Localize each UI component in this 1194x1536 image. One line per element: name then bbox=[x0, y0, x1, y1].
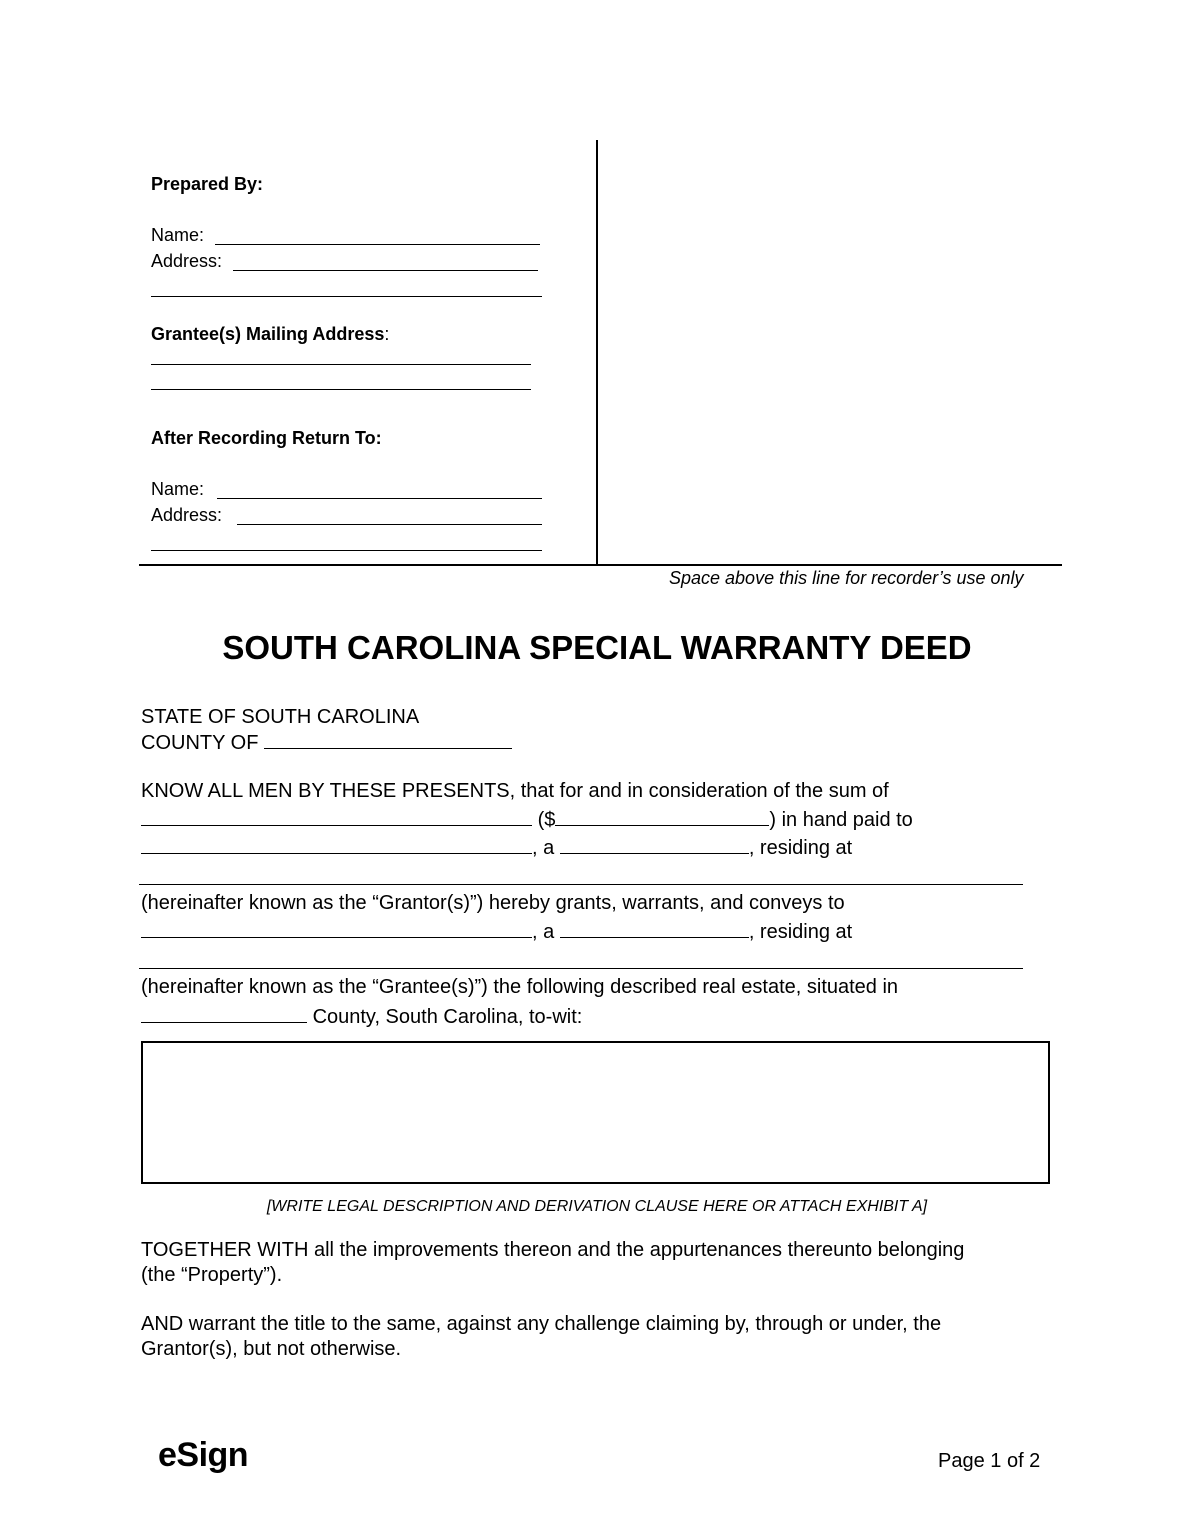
grantor-a-label: , a bbox=[532, 837, 555, 859]
county-sc-text: County, South Carolina, to-wit: bbox=[312, 1006, 583, 1028]
grantee-residing-label: , residing at bbox=[748, 921, 853, 943]
after-recording-heading: After Recording Return To: bbox=[151, 428, 382, 448]
grantor-status-field[interactable] bbox=[560, 835, 749, 854]
grantee-mailing-field-2[interactable] bbox=[151, 389, 531, 390]
grantor-name-field[interactable] bbox=[141, 835, 532, 854]
state-line: STATE OF SOUTH CAROLINA bbox=[141, 706, 420, 728]
consideration-words-field[interactable] bbox=[141, 807, 532, 826]
grantor-hereinafter-line: (hereinafter known as the “Grantor(s)”) hereby grants, warrants, and conveys to bbox=[141, 892, 845, 914]
grantor-address-field[interactable] bbox=[139, 884, 1023, 885]
grantee-mailing-heading bbox=[151, 323, 389, 345]
recorder-divider-vertical bbox=[596, 140, 598, 565]
grantor-line bbox=[141, 835, 852, 860]
grantee-mailing-field-1[interactable] bbox=[151, 364, 531, 365]
prepared-by-heading: Prepared By: bbox=[151, 174, 264, 194]
return-name-label: Name: bbox=[151, 479, 205, 499]
together-line-2: (the “Property”). bbox=[141, 1264, 283, 1286]
together-line-1: TOGETHER WITH all the improvements thereon and the appurtenances thereunto belonging bbox=[141, 1239, 965, 1261]
warrant-line-1: AND warrant the title to the same, against any challenge claiming by, through or under, the bbox=[141, 1313, 942, 1335]
county-label: COUNTY OF bbox=[141, 732, 259, 754]
recorder-divider-horizontal bbox=[139, 564, 1062, 566]
grantee-line bbox=[141, 919, 852, 944]
grantee-mailing-colon: : bbox=[384, 324, 390, 344]
warrant-line-2: Grantor(s), but not otherwise. bbox=[141, 1338, 402, 1360]
consideration-line: KNOW ALL MEN BY THESE PRESENTS, that for and in consideration of the sum of bbox=[141, 780, 889, 802]
hand-paid-text: ) in hand paid to bbox=[769, 809, 913, 831]
return-name-field[interactable] bbox=[217, 498, 542, 499]
grantee-name-field[interactable] bbox=[141, 919, 532, 938]
prepared-address-field-2[interactable] bbox=[151, 296, 542, 297]
prepared-name-label: Name: bbox=[151, 225, 205, 245]
grantor-residing-label: , residing at bbox=[748, 837, 853, 859]
recorder-space-note: Space above this line for recorder’s use only bbox=[669, 568, 1024, 588]
document-title: SOUTH CAROLINA SPECIAL WARRANTY DEED bbox=[222, 629, 972, 666]
consideration-dollar-field[interactable] bbox=[555, 807, 769, 826]
page-number: Page 1 of 2 bbox=[938, 1450, 1041, 1472]
grantee-mailing-label: Grantee(s) Mailing Address bbox=[151, 324, 385, 344]
return-address-label: Address: bbox=[151, 505, 223, 525]
grantee-status-field[interactable] bbox=[560, 919, 749, 938]
legal-description-caption: [WRITE LEGAL DESCRIPTION AND DERIVATION CLAUSE HERE OR ATTACH EXHIBIT A] bbox=[266, 1198, 928, 1215]
grantee-address-field[interactable] bbox=[139, 968, 1023, 969]
county-line bbox=[141, 730, 512, 755]
property-county-field[interactable] bbox=[141, 1004, 307, 1023]
esign-logo: eSign bbox=[158, 1436, 249, 1474]
property-county-line bbox=[141, 1004, 582, 1029]
grantee-a-label: , a bbox=[532, 921, 555, 943]
dollar-open: ($ bbox=[537, 809, 556, 831]
grantee-hereinafter-line: (hereinafter known as the “Grantee(s)”) the following described real estate, situated in bbox=[141, 976, 899, 998]
return-address-field[interactable] bbox=[237, 524, 542, 525]
consideration-amount-line bbox=[141, 807, 913, 832]
return-address-field-2[interactable] bbox=[151, 550, 542, 551]
prepared-name-field[interactable] bbox=[215, 244, 540, 245]
county-field[interactable] bbox=[264, 730, 512, 749]
legal-description-box[interactable] bbox=[141, 1041, 1050, 1184]
prepared-address-label: Address: bbox=[151, 251, 223, 271]
prepared-address-field[interactable] bbox=[233, 270, 538, 271]
